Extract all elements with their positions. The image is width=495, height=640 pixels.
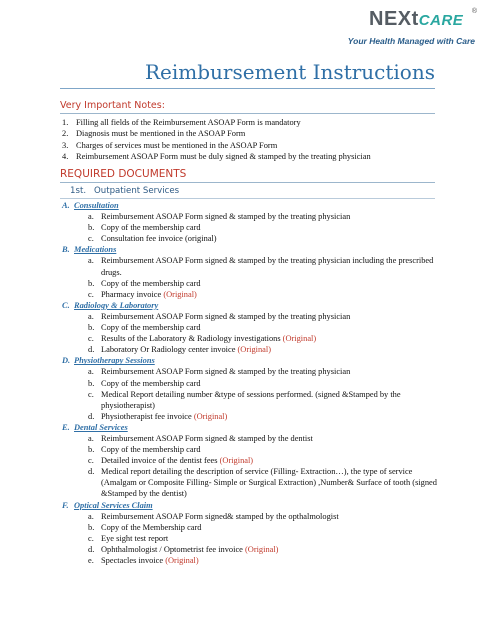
document-section xyxy=(62,300,442,355)
document-item xyxy=(88,289,442,300)
notes-divider xyxy=(60,113,435,114)
section-letter: B. xyxy=(62,245,70,255)
item-text-body: Medical report detailing the description of service (Filling- Extraction…), the type of service (Amalgam or Composite Filling- Simple or Surgical Extraction) ,Number& Surface of tooth (signed &Stamped by the dentist) xyxy=(101,467,437,499)
item-text-body: Copy of the membership card xyxy=(101,223,201,233)
section-items xyxy=(62,511,442,566)
item-text xyxy=(101,289,197,300)
document-item xyxy=(88,278,442,289)
section-title[interactable] xyxy=(62,244,442,255)
note-item xyxy=(62,151,371,162)
document-item xyxy=(88,255,442,277)
logo-word-main: NEXt xyxy=(369,8,419,30)
document-section xyxy=(62,244,442,299)
title-divider xyxy=(60,88,435,89)
item-text-body: Reimbursement ASOAP Form signed& stamped by the opthalmologist xyxy=(101,511,339,521)
document-section xyxy=(62,355,442,422)
document-item xyxy=(88,544,442,555)
item-letter: a. xyxy=(88,311,94,321)
item-text-body: Copy of the membership card xyxy=(101,323,201,333)
item-text xyxy=(101,544,278,555)
item-letter: a. xyxy=(88,511,94,521)
item-original-note: (Original) xyxy=(219,456,254,466)
item-letter: a. xyxy=(88,212,94,222)
section-items xyxy=(62,211,442,244)
item-letter: a. xyxy=(88,433,94,443)
item-original-note: (Original) xyxy=(244,544,279,554)
item-text xyxy=(101,211,350,222)
item-text xyxy=(101,466,442,499)
item-original-note: (Original) xyxy=(237,345,272,355)
note-item xyxy=(62,117,371,128)
item-text-body: Medical Report detailing number &type of sessions performed. (signed &Stamped by the physiotherapist) xyxy=(101,389,401,410)
document-item xyxy=(88,522,442,533)
item-letter: c. xyxy=(88,289,94,299)
item-text xyxy=(101,411,227,422)
item-text xyxy=(101,555,199,566)
item-letter: a. xyxy=(88,256,94,266)
item-text-body: Eye sight test report xyxy=(101,533,169,543)
document-item xyxy=(88,533,442,544)
outpatient-subheading xyxy=(70,186,179,196)
item-text xyxy=(101,255,442,277)
item-text-body: Consultation fee invoice (original) xyxy=(101,234,217,244)
page-title: Reimbursement Instructions xyxy=(144,60,435,84)
document-item xyxy=(88,222,442,233)
section-items xyxy=(62,255,442,299)
section-letter: C. xyxy=(62,300,70,310)
item-letter: d. xyxy=(88,411,95,421)
item-text-body: Detailed invoice of the dentist fees xyxy=(101,456,220,466)
subheading-text: Outpatient Services xyxy=(94,186,180,196)
note-text: Charges of services must be mentioned in the ASOAP Form xyxy=(76,140,278,150)
item-text xyxy=(101,433,313,444)
document-item xyxy=(88,389,442,411)
item-text xyxy=(101,522,201,533)
item-text-body: Copy of the membership card xyxy=(101,378,201,388)
item-letter: d. xyxy=(88,467,95,477)
section-title[interactable] xyxy=(62,200,442,211)
note-number: 2. xyxy=(62,129,69,139)
section-title-link[interactable]: Physiotherapy Sessions xyxy=(74,356,155,366)
document-item xyxy=(88,455,442,466)
document-item xyxy=(88,311,442,322)
section-items xyxy=(62,311,442,355)
item-letter: c. xyxy=(88,334,94,344)
item-text xyxy=(101,444,201,455)
item-text-body: Reimbursement ASOAP Form signed & stamped by the treating physician xyxy=(101,212,351,222)
item-letter: c. xyxy=(88,389,94,399)
item-text-body: Reimbursement ASOAP Form signed & stamped by the treating physician xyxy=(101,367,351,377)
item-text xyxy=(101,455,253,466)
item-letter: d. xyxy=(88,345,95,355)
item-text-body: Reimbursement ASOAP Form signed & stamped by the treating physician including the prescribed drugs. xyxy=(101,256,434,277)
section-title[interactable] xyxy=(62,500,442,511)
notes-list xyxy=(62,117,371,162)
item-text-body: Ophthalmologist / Optometrist fee invoice xyxy=(101,544,245,554)
logo-wordmark xyxy=(369,8,463,31)
logo-word-accent: CARE xyxy=(418,12,464,29)
note-number: 1. xyxy=(62,118,69,127)
item-letter: c. xyxy=(88,234,94,244)
item-original-note: (Original) xyxy=(165,556,199,565)
item-letter: b. xyxy=(88,323,95,333)
notes-heading: Very Important Notes: xyxy=(60,100,165,111)
item-text xyxy=(101,511,339,522)
item-letter: b. xyxy=(88,223,95,233)
item-text-body: Physiotherapist fee invoice xyxy=(101,411,194,421)
item-letter: b. xyxy=(88,445,95,455)
document-item xyxy=(88,378,442,389)
sections-list xyxy=(62,200,442,566)
item-text xyxy=(101,389,442,411)
nextcare-logo xyxy=(349,8,479,52)
item-text xyxy=(101,533,168,544)
item-text-body: Reimbursement ASOAP Form signed & stamped by the treating physician xyxy=(101,311,351,321)
item-letter: d. xyxy=(88,544,95,554)
item-text xyxy=(101,322,201,333)
logo-tagline: Your Health Managed with Care xyxy=(347,36,475,46)
item-text xyxy=(101,333,316,344)
item-text xyxy=(101,366,350,377)
subheading-number: 1st. xyxy=(70,186,87,196)
note-text: Filling all fields of the Reimbursement ASOAP Form is mandatory xyxy=(76,118,301,127)
item-letter: c. xyxy=(88,533,94,543)
item-text-body: Reimbursement ASOAP Form signed & stamped by the dentist xyxy=(101,433,313,443)
note-item xyxy=(62,128,371,139)
item-original-note: (Original) xyxy=(193,411,228,421)
document-section xyxy=(62,422,442,500)
document-item xyxy=(88,322,442,333)
logo-registered-mark: ® xyxy=(471,8,477,15)
document-item xyxy=(88,555,442,566)
section-letter: D. xyxy=(62,356,71,366)
item-letter: e. xyxy=(88,556,94,565)
note-text: Diagnosis must be mentioned in the ASOAP Form xyxy=(76,129,246,139)
note-number: 4. xyxy=(62,151,69,161)
document-item xyxy=(88,333,442,344)
item-text xyxy=(101,378,201,389)
section-title[interactable] xyxy=(62,300,442,311)
required-documents-heading: REQUIRED DOCUMENTS xyxy=(60,168,187,180)
section-items xyxy=(62,433,442,500)
section-title-link[interactable]: Optical Services Claim xyxy=(74,500,153,510)
note-text: Reimbursement ASOAP Form must be duly signed & stamped by the treating physician xyxy=(76,151,371,161)
document-section xyxy=(62,200,442,244)
subheading-divider xyxy=(60,198,435,199)
document-item xyxy=(88,411,442,422)
section-letter: E. xyxy=(62,422,70,432)
document-item xyxy=(88,344,442,355)
section-letter: A. xyxy=(62,201,70,210)
section-title-link[interactable]: Radiology & Laboratory xyxy=(74,300,159,310)
section-letter: F. xyxy=(62,500,69,510)
document-item xyxy=(88,211,442,222)
item-letter: b. xyxy=(88,522,95,532)
section-items xyxy=(62,366,442,421)
item-letter: c. xyxy=(88,456,94,466)
item-text-body: Pharmacy invoice xyxy=(101,289,164,299)
document-item xyxy=(88,466,442,499)
item-original-note: (Original) xyxy=(163,289,197,299)
item-text-body: Copy of the membership card xyxy=(101,278,201,288)
document-item xyxy=(88,233,442,244)
section-title[interactable] xyxy=(62,355,442,366)
item-text-body: Results of the Laboratory & Radiology investigations xyxy=(101,334,283,344)
document-item xyxy=(88,444,442,455)
document-item xyxy=(88,433,442,444)
document-section xyxy=(62,500,442,567)
note-item xyxy=(62,140,371,151)
item-text xyxy=(101,311,350,322)
document-item xyxy=(88,511,442,522)
item-letter: b. xyxy=(88,378,95,388)
item-text xyxy=(101,222,201,233)
item-text xyxy=(101,344,271,355)
section-title-link[interactable]: Medications xyxy=(74,245,117,255)
item-text-body: Spectacles invoice xyxy=(101,556,166,565)
item-letter: a. xyxy=(88,367,94,377)
section-title-link[interactable]: Dental Services xyxy=(74,422,128,432)
document-item xyxy=(88,366,442,377)
note-number: 3. xyxy=(62,140,69,150)
item-text xyxy=(101,278,201,289)
item-text xyxy=(101,233,217,244)
item-original-note: (Original) xyxy=(282,334,317,344)
item-text-body: Copy of the membership card xyxy=(101,445,201,455)
required-divider xyxy=(60,182,435,183)
item-text-body: Laboratory Or Radiology center invoice xyxy=(101,345,238,355)
section-title[interactable] xyxy=(62,422,442,433)
item-text-body: Copy of the Membership card xyxy=(101,522,202,532)
section-title-link[interactable]: Consultation xyxy=(74,201,119,210)
item-letter: b. xyxy=(88,278,95,288)
